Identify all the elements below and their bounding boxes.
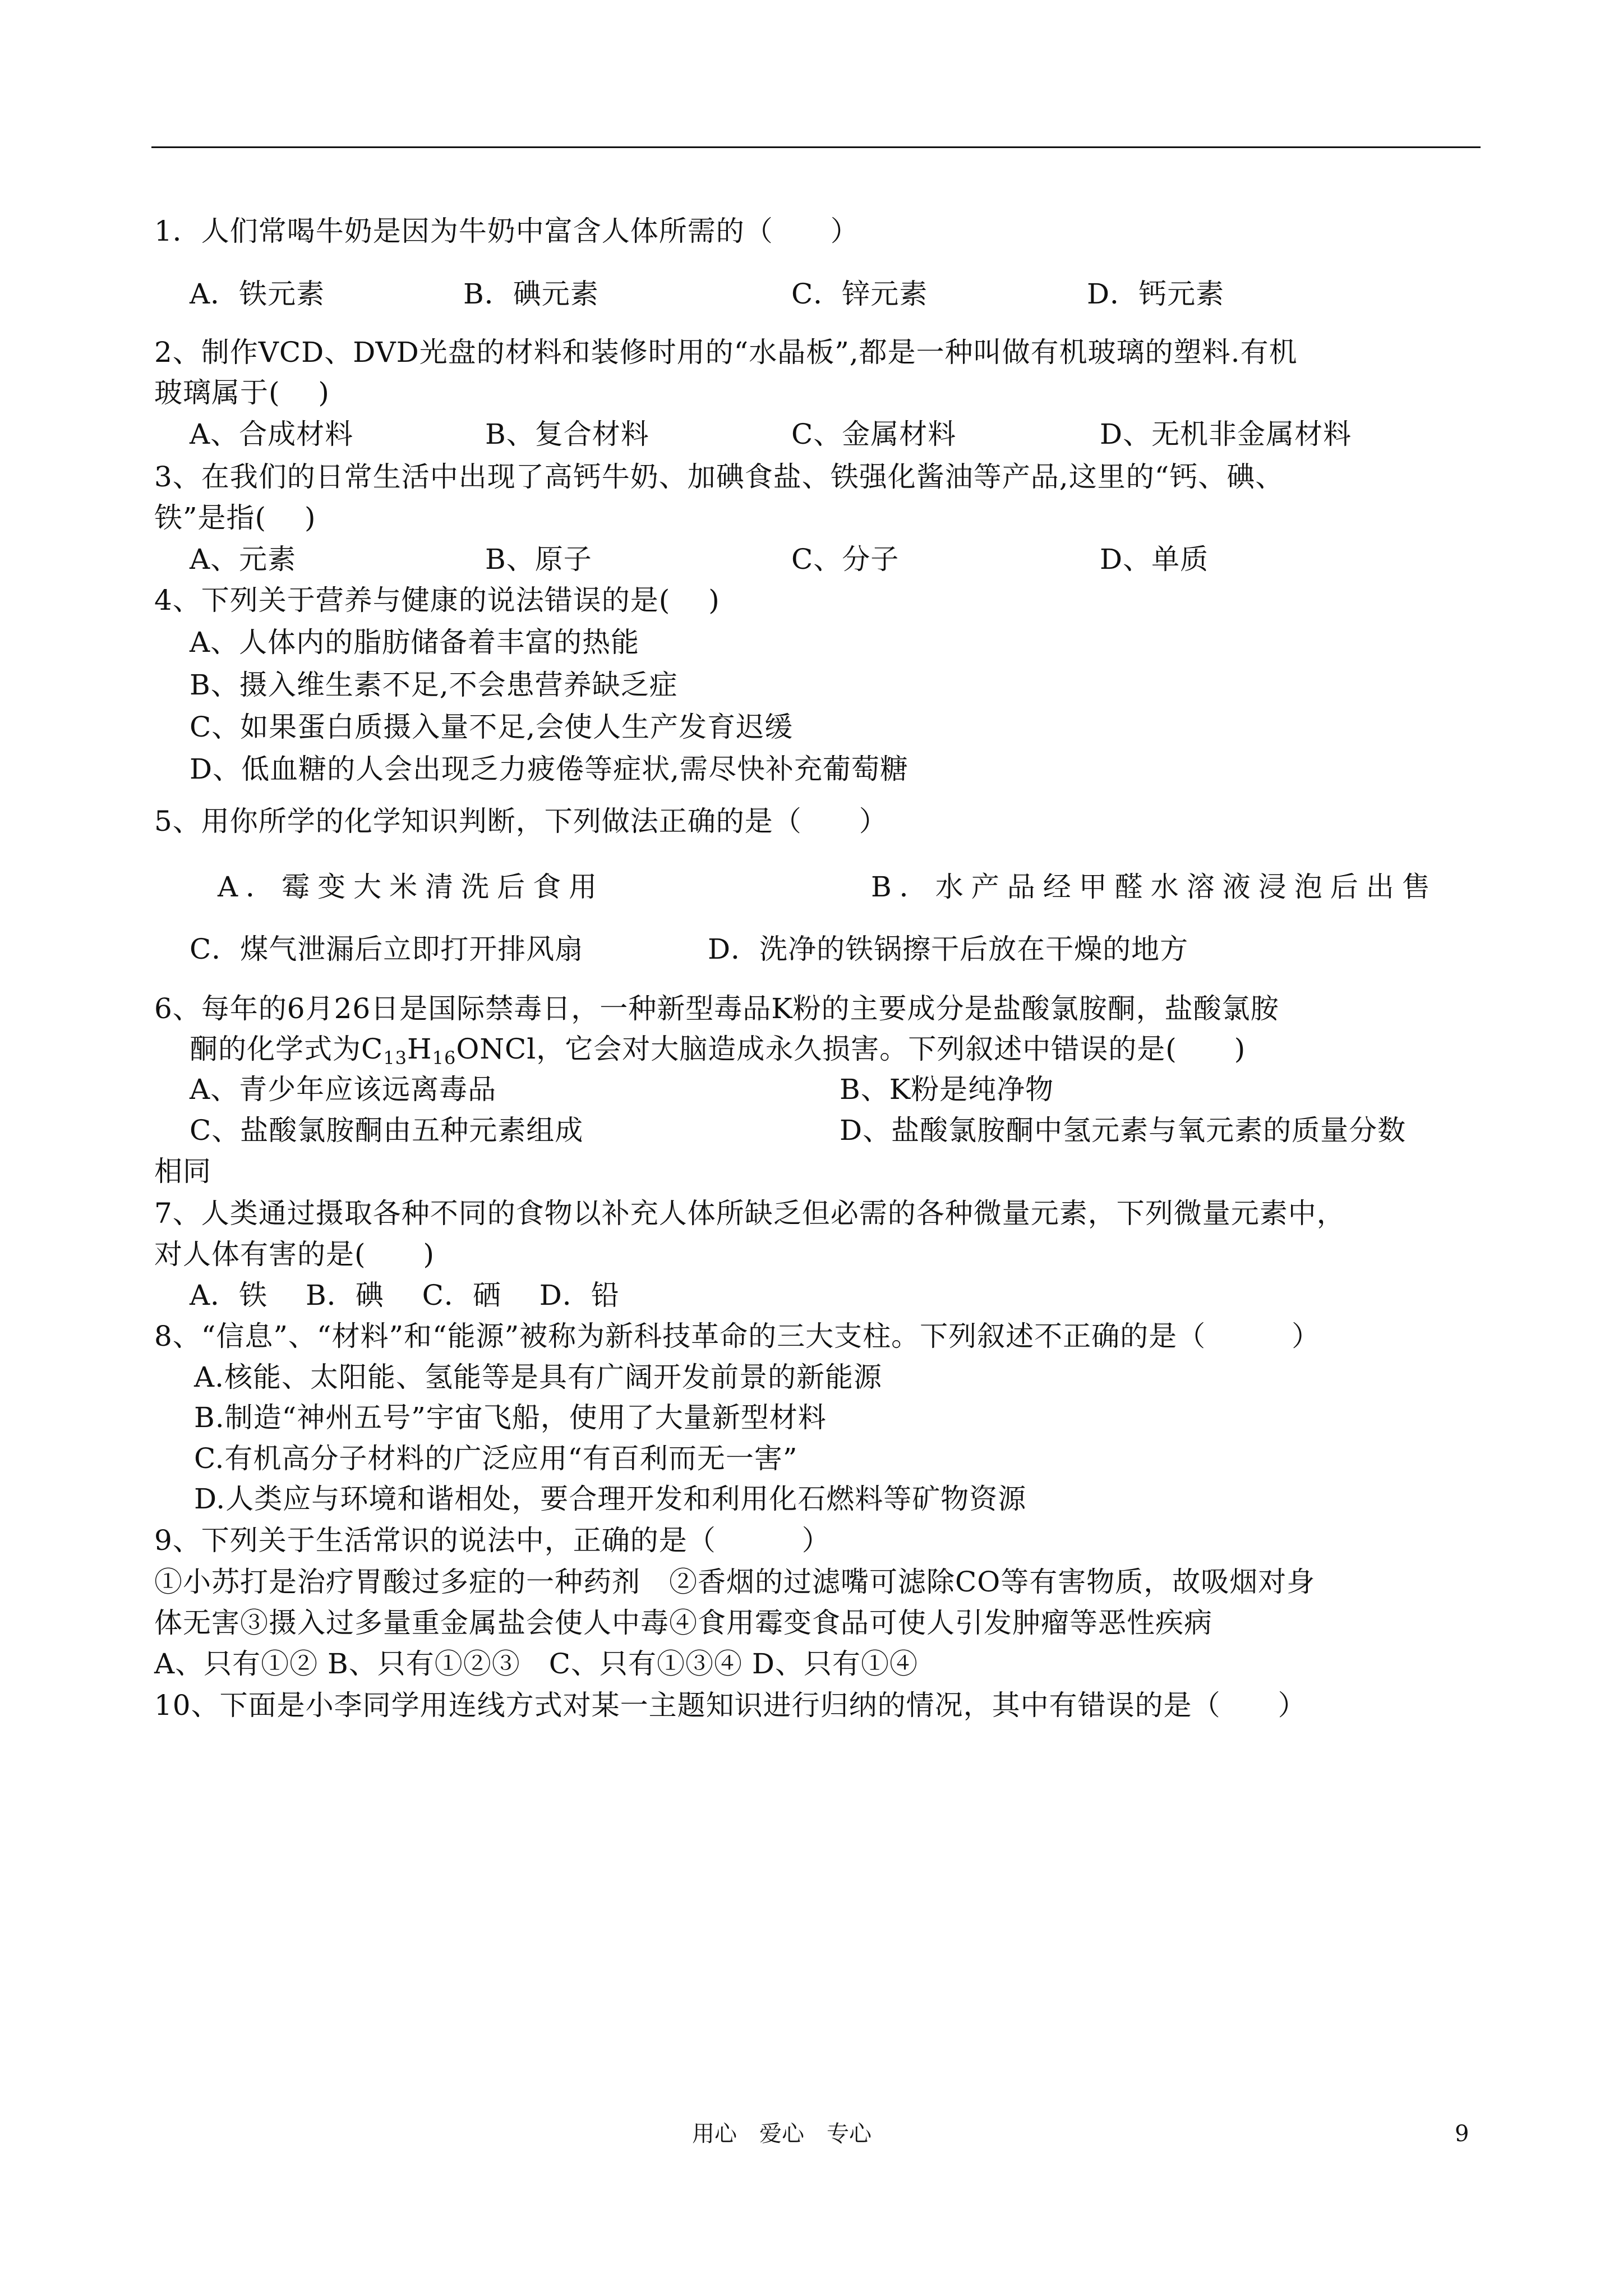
- q3-stem-line-1: 3、在我们的日常生活中出现了高钙牛奶、加碘食盐、铁强化酱油等产品,这里的“钙、碘、: [154, 461, 1284, 493]
- q8-option-c: C.有机高分子材料的广泛应用“有百利而无一害”: [194, 1442, 798, 1475]
- q6-subscript-13: 13: [383, 1047, 407, 1069]
- q6-option-d-line-1: D、盐酸氯胺酮中氢元素与氧元素的质量分数: [840, 1114, 1407, 1147]
- header-rule: [151, 146, 1481, 148]
- q5-option-a: A．霉变大米清洗后食用: [218, 871, 605, 903]
- q2-option-b: B、复合材料: [485, 418, 649, 450]
- q3-stem-line-2: 铁”是指( ): [154, 501, 316, 534]
- q1-option-a: A．铁元素: [190, 278, 325, 310]
- q5-option-d: D．洗净的铁锅擦干后放在干燥的地方: [708, 933, 1189, 965]
- q9-options: A、只有①② B、只有①②③ C、只有①③④ D、只有①④: [154, 1648, 918, 1680]
- q2-stem-line-2: 玻璃属于( ): [154, 376, 330, 409]
- q7-stem-line-1: 7、人类通过摄取各种不同的食物以补充人体所缺乏但必需的各种微量元素，下列微量元素中，: [154, 1197, 1345, 1230]
- q4-stem: 4、下列关于营养与健康的说法错误的是( ): [154, 584, 720, 616]
- q2-stem-line-1: 2、制作VCD、DVD光盘的材料和装修时用的“水晶板”,都是一种叫做有机玻璃的塑料.有机: [154, 336, 1298, 369]
- q6-stem-line-1: 6、每年的6月26日是国际禁毒日，一种新型毒品K粉的主要成分是盐酸氯胺酮，盐酸氯胺: [154, 992, 1279, 1025]
- q6-formula-prefix: 酮的化学式为C: [190, 1033, 384, 1065]
- q1-stem: 1．人们常喝牛奶是因为牛奶中富含人体所需的（ ）: [154, 215, 859, 247]
- q9-stem: 9、下列关于生活常识的说法中，正确的是（ ）: [154, 1524, 831, 1557]
- q4-option-b: B、摄入维生素不足,不会患营养缺乏症: [190, 669, 678, 701]
- q6-formula-suffix: ONCl，它会对大脑造成永久损害。下列叙述中错误的是( ): [456, 1033, 1246, 1065]
- q6-option-a: A、青少年应该远离毒品: [190, 1073, 497, 1106]
- footer-motto: 用心 爱心 专心: [692, 2121, 872, 2147]
- q6-formula-h: H: [407, 1033, 432, 1065]
- q3-option-a: A、元素: [190, 543, 297, 576]
- q8-option-d: D.人类应与环境和谐相处，要合理开发和利用化石燃料等矿物资源: [194, 1483, 1027, 1515]
- q8-option-a: A.核能、太阳能、氢能等是具有广阔开发前景的新能源: [194, 1361, 883, 1393]
- q10-stem: 10、下面是小李同学用连线方式对某一主题知识进行归纳的情况，其中有错误的是（ ）: [154, 1689, 1307, 1722]
- q4-option-d: D、低血糖的人会出现乏力疲倦等症状,需尽快补充葡萄糖: [190, 753, 909, 785]
- q5-stem: 5、用你所学的化学知识判断，下列做法正确的是（ ）: [154, 805, 888, 838]
- q2-option-c: C、金属材料: [791, 418, 957, 450]
- page-number: 9: [1455, 2121, 1469, 2147]
- q1-option-b: B．碘元素: [463, 278, 599, 310]
- q7-options: A．铁 B．碘 C．硒 D．铅: [190, 1279, 620, 1312]
- q2-option-a: A、合成材料: [190, 418, 354, 450]
- q6-subscript-16: 16: [432, 1047, 457, 1069]
- q5-option-c: C．煤气泄漏后立即打开排风扇: [190, 933, 584, 965]
- q3-option-b: B、原子: [485, 543, 592, 576]
- q1-option-d: D．钙元素: [1087, 278, 1225, 310]
- q6-option-c: C、盐酸氯胺酮由五种元素组成: [190, 1114, 584, 1147]
- q5-option-b: B．水产品经甲醛水溶液浸泡后出售: [871, 871, 1438, 903]
- q8-option-b: B.制造“神州五号”宇宙飞船，使用了大量新型材料: [194, 1401, 827, 1434]
- q4-option-c: C、如果蛋白质摄入量不足,会使人生产发育迟缓: [190, 711, 794, 743]
- q6-option-b: B、K粉是纯净物: [840, 1073, 1054, 1106]
- q9-body-line-2: 体无害③摄入过多量重金属盐会使人中毒④食用霉变食品可使人引发肿瘤等恶性疾病: [154, 1607, 1212, 1639]
- q6-option-d-line-2: 相同: [154, 1155, 211, 1188]
- q4-option-a: A、人体内的脂肪储备着丰富的热能: [190, 626, 640, 659]
- q6-stem-line-2: [190, 1032, 1246, 1075]
- q3-option-c: C、分子: [791, 543, 900, 576]
- q9-body-line-1: ①小苏打是治疗胃酸过多症的一种药剂 ②香烟的过滤嘴可滤除CO等有害物质，故吸烟对身: [154, 1566, 1316, 1598]
- q8-stem: 8、“信息”、“材料”和“能源”被称为新科技革命的三大支柱。下列叙述不正确的是（ ）: [154, 1320, 1321, 1352]
- q2-option-d: D、无机非金属材料: [1100, 418, 1352, 450]
- q1-option-c: C．锌元素: [791, 278, 928, 310]
- q3-option-d: D、单质: [1100, 543, 1209, 576]
- q7-stem-line-2: 对人体有害的是( ): [154, 1238, 435, 1271]
